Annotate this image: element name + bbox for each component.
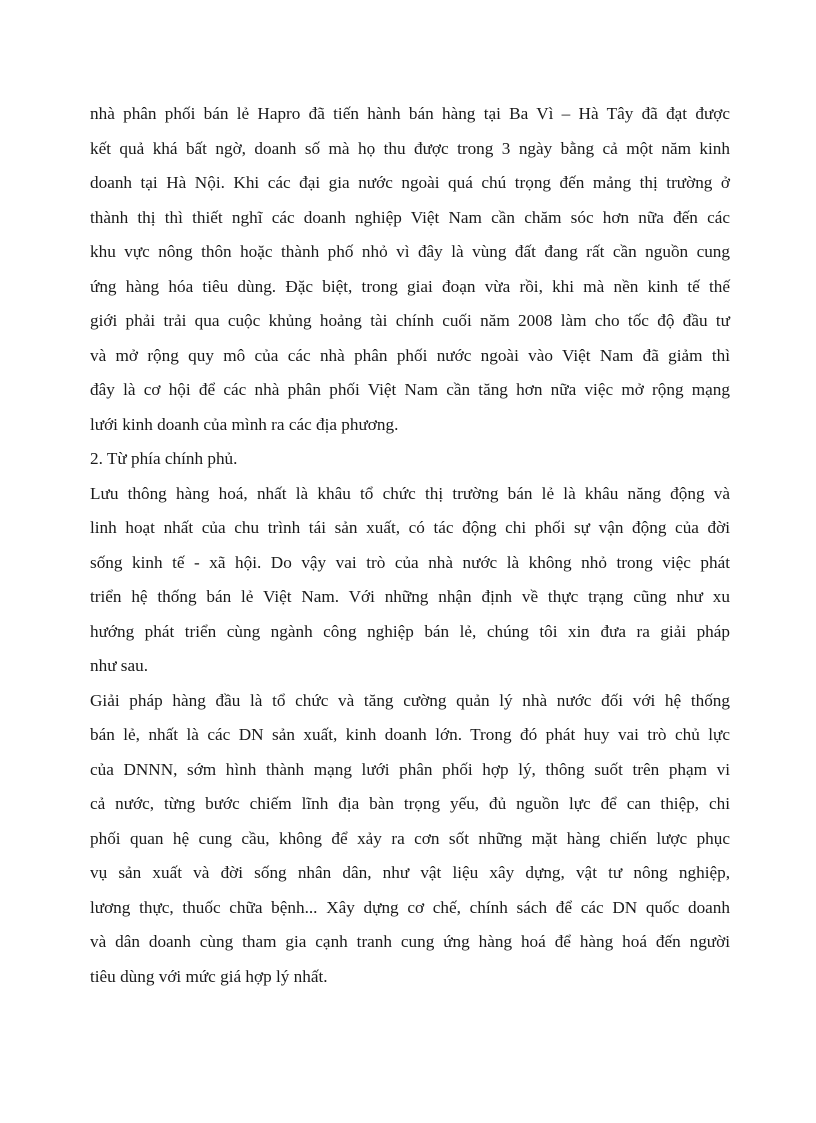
paragraph-1-line: và mở rộng quy mô của các nhà phân phối nước ngoài vào Việt Nam đã giảm thì <box>90 345 730 365</box>
paragraph-3-line: của DNNN, sớm hình thành mạng lưới phân phối hợp lý, thông suốt trên phạm vi <box>90 759 730 779</box>
paragraph-2-line: triển hệ thống bán lẻ Việt Nam. Với những nhận định về thực trạng cũng như xu <box>90 587 730 606</box>
paragraph-1-line: đây là cơ hội để các nhà phân phối Việt Nam cần tăng hơn nữa việc mở rộng mạng <box>90 380 730 399</box>
paragraph-1-line: ứng hàng hóa tiêu dùng. Đặc biệt, trong giai đoạn vừa rồi, khi mà nền kinh tế thế <box>90 276 730 296</box>
paragraph-1-line: kết quả khá bất ngờ, doanh số mà họ thu được trong 3 ngày bằng cả một năm kinh <box>90 138 730 158</box>
document-body <box>90 97 730 994</box>
paragraph-2-line: như sau. <box>90 656 149 675</box>
paragraph-3-line: vụ sản xuất và đời sống nhân dân, như vật liệu xây dựng, vật tư nông nghiệp, <box>90 863 730 882</box>
paragraph-2-line: Lưu thông hàng hoá, nhất là khâu tổ chức thị trường bán lẻ là khâu năng động và <box>90 483 730 503</box>
paragraph-1-line: giới phải trải qua cuộc khủng hoảng tài chính cuối năm 2008 làm cho tốc độ đầu tư <box>90 311 730 330</box>
paragraph-1-line: doanh tại Hà Nội. Khi các đại gia nước ngoài quá chú trọng đến mảng thị trường ở <box>90 173 730 192</box>
paragraph-3-line: Giải pháp hàng đầu là tổ chức và tăng cường quản lý nhà nước đối với hệ thống <box>90 690 730 710</box>
paragraph-3-line: lương thực, thuốc chữa bệnh... Xây dựng cơ chế, chính sách để các DN quốc doanh <box>90 897 730 917</box>
paragraph-3-line: bán lẻ, nhất là các DN sản xuất, kinh doanh lớn. Trong đó phát huy vai trò chủ lực <box>90 725 730 744</box>
paragraph-1-line: lưới kinh doanh của mình ra các địa phương. <box>90 414 399 434</box>
paragraph-2-line: sống kinh tế - xã hội. Do vậy vai trò của nhà nước là không nhỏ trong việc phát <box>90 552 730 572</box>
paragraph-3-line: và dân doanh cùng tham gia cạnh tranh cung ứng hàng hoá để hàng hoá đến người <box>90 932 730 951</box>
paragraph-1-line: nhà phân phối bán lẻ Hapro đã tiến hành bán hàng tại Ba Vì – Hà Tây đã đạt được <box>90 104 730 123</box>
paragraph-3-line: phối quan hệ cung cầu, không để xảy ra cơn sốt những mặt hàng chiến lược phục <box>90 828 730 848</box>
paragraph-3-line: cả nước, từng bước chiếm lĩnh địa bàn trọng yếu, đủ nguồn lực để can thiệp, chi <box>90 794 730 813</box>
paragraph-1-line: khu vực nông thôn hoặc thành phố nhỏ vì đây là vùng đất đang rất cần nguồn cung <box>90 242 730 261</box>
section-heading: 2. Từ phía chính phủ. <box>90 449 238 468</box>
paragraph-1-line: thành thị thì thiết nghĩ các doanh nghiệp Việt Nam cần chăm sóc hơn nữa đến các <box>90 207 730 227</box>
paragraph-3-line: tiêu dùng với mức giá hợp lý nhất. <box>90 966 328 986</box>
paragraph-2-line: hướng phát triển cùng ngành công nghiệp bán lẻ, chúng tôi xin đưa ra giải pháp <box>90 621 730 641</box>
paragraph-2-line: linh hoạt nhất của chu trình tái sản xuất, có tác động chi phối sự vận động của đời <box>90 518 730 537</box>
